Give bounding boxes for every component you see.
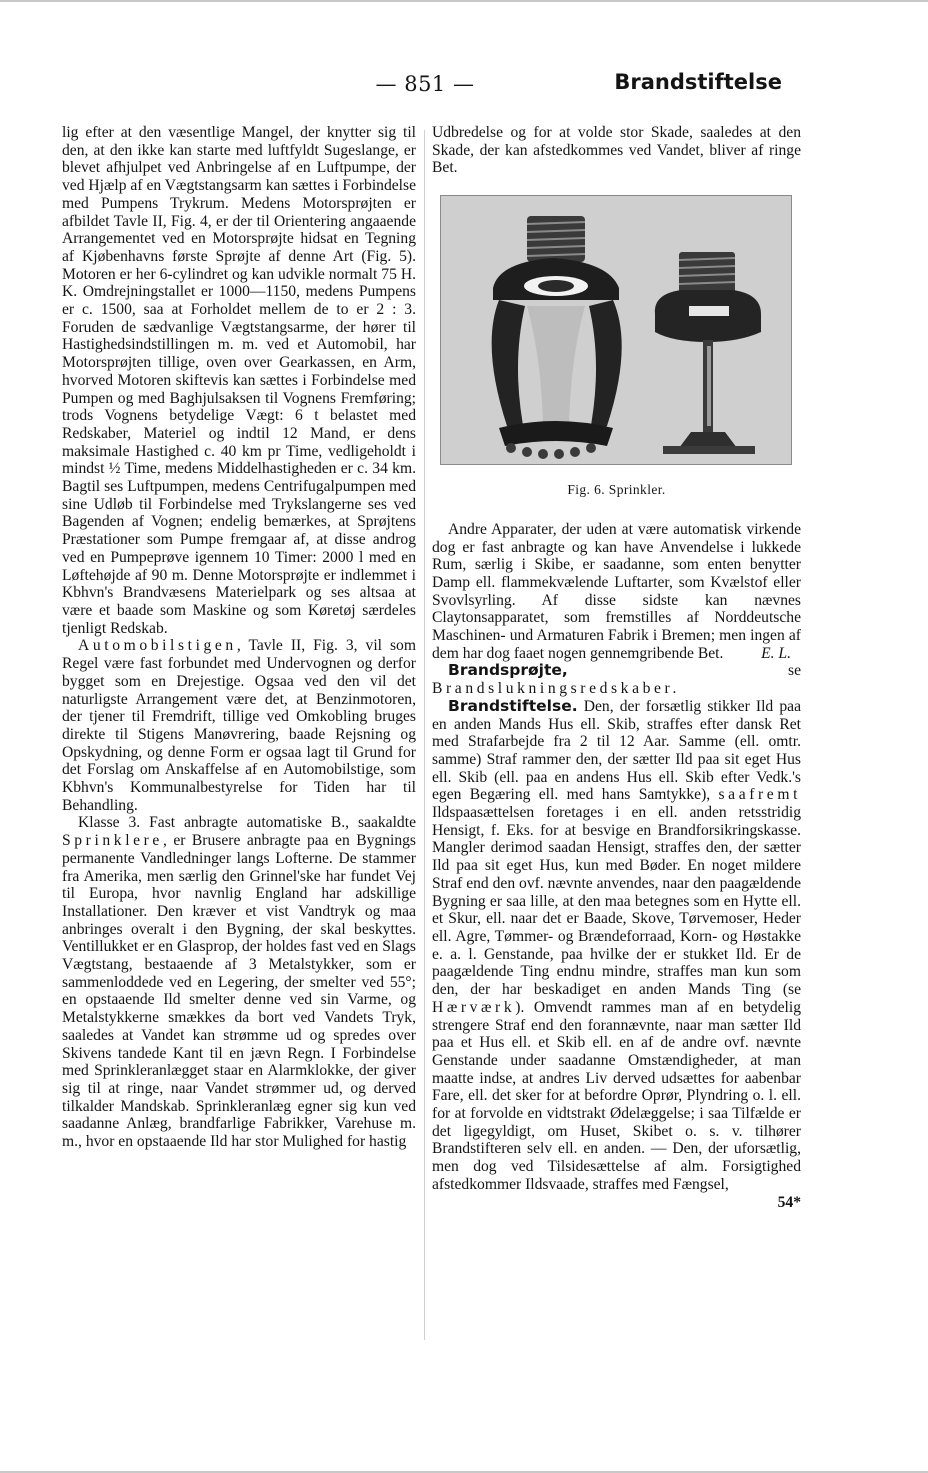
headword: Brandsprøjte,: [448, 661, 568, 680]
paragraph: Automobilstigen, Tavle II, Fig. 3, vil som Regel være fast forbundet med Undervognen og derfor bygget som en Drejestige. Ogsaa ved den vil det naturligste Arrangement være det, at Benzinmotoren, der tjener til Fremdrift, tillige ved Omkobling bruges direkte til Stigens Manøvrering, baade Rejsning og Opskydning, og denne Form er ogsaa lagt til Grund for det Forslag om Anskaffelse af en Automobilstige, som Kbhvn's Kommunalbestyrelse for Tiden har til Behandling.: [62, 637, 416, 814]
figure-caption: Fig. 6. Sprinkler.: [567, 482, 666, 498]
spaced-term: Sprinklere: [62, 832, 163, 850]
spaced-term: Automobilstigen: [78, 637, 237, 655]
cross-reference: Brandslukningsredskaber.: [432, 680, 680, 698]
sprinkler-illustration: [441, 196, 791, 464]
page-top-edge: [0, 0, 928, 2]
right-column: [432, 124, 801, 1211]
sprinkler-figure: [440, 195, 792, 465]
paragraph: Udbredelse og for at volde stor Skade, saaledes at den Skade, der kan afstedkommes ved Vandet, bliver af ringe Bet.: [432, 124, 801, 177]
running-head: Brandstiftelse: [614, 70, 782, 94]
paragraph: Klasse 3. Fast anbragte automatiske B., saakaldte Sprinklere, er Brusere anbragte paa en Bygnings permanente Vandledninger langs Lofterne. De stammer fra Amerika, men særlig den Grinnel'ske har fundet Vej til Europa, hvor navnlig England har adskillige Installationer. Den kræver et vist Vandtryk og maa anbringes overalt i den Bygning, der skal beskyttes. Ventillukket er en Glasprop, der holdes fast ved en Slags Vægtstang, bestaaende af 3 Metalstykker, som er sammenloddede ved en Legering, der smelter ved 55°; en opstaaende Ild smelter denne ved sin Varme, og Metalstykkerne smækkes da bort ved Vandets Tryk, saaledes at Vandet kan strømme ud og spredes over Skivens tandede Kant til en jævn Regn. I Forbindelse med Sprinkleranlægget staar en Alarmklokke, der giver sig til at ringe, naar Vandet strømmer ud, og derved tilkalder Mandskab. Sprinkleranlæg egner sig kun ved saadanne Anlæg, brandfarlige Fabrikker, Varehuse m. m., hvor en opstaaende Ild har stor Mulighed for hastig: [62, 814, 416, 1151]
entry-brandstiftelse: Brandstiftelse. Den, der forsætlig stikker Ild paa en anden Mands Hus ell. Skib, straffes efter dansk Ret med Strafarbejde fra 2 til 12 Aar. Samme (ell. omtr. samme) Straf rammer den, der sætter Ild paa sit eget Hus ell. Skib (ell. paa en andens Hus ell. Skib efter Vedk.'s egen Begæring ell. med hans Samtykke), saafremt Ildspaasættelsen foretages i en ell. anden retsstridig Hensigt, f. Eks. for at besvige en Brandforsikringskasse. Mangler derimod saadan Hensigt, straffes den, der sætter Ild paa sit eget Hus, kun med Bøder. En noget mildere Straf end den ovf. nævnte anvendes, naar den paagældende Bygning er saa lille, at den maa betegnes som en Hytte ell. et Skur, ell. naar det er Baade, Skove, Tørvemoser, Heder ell. Agre, Tømmer- og Brændeforraad, Korn- og Høstakke e. a. l. Genstande, paa hvilke der er stukket Ild. Er de paagældende Ting endnu mindre, straffes man kun som den, der har beskadiget en anden Mands Ting (se Hærværk). Omvendt rammes man af en betydelig strengere Straf end den forannævnte, naar man sætter Ild paa et Hus ell. et Skib ell. en af de andre ovf. nævnte Genstande under saadanne Omstændigheder, at man maatte indse, at andres Liv derved udsættes for aabenbar Fare, ell. det sker for at befordre Oprør, Plyndring o. l. ell. for at forvolde en vidtstrakt Ødelæggelse; i saa Tilfælde er det ligegyldigt, om Huset, Skibet o. s. v. tilhører Brandstifteren selv ell. en anden. — Den, der uforsætlig, men dog ved Tilsidesættelse af alm. Forsigtighed afstedkommer Ildsvaade, straffes med Fængsel,: [432, 696, 801, 1193]
paragraph: Andre Apparater, der uden at være automatisk virkende dog er fast anbragte og kan have Anvendelse i lukkede Rum, særlig i Skibe, er saadanne, som enten benytter Damp ell. flammekvælende Luftarter, som Kvælstof eller Svovlsyrling. Af disse sidste kan nævnes Claytonsapparatet, som fremstilles af Norddeutsche Maschinen- und Armaturen Fabrik i Bremen; men ingen af dem har dog faaet nogen gennemgribende Bet. E. L.: [432, 520, 801, 662]
spaced-term: saafremt: [718, 786, 801, 804]
headword: Brandstiftelse.: [448, 696, 578, 715]
left-column: [62, 124, 416, 1151]
author-initials: E. L.: [761, 644, 791, 662]
spaced-term: Hærværk: [432, 998, 516, 1016]
signature-mark: 54*: [777, 1193, 801, 1211]
entry-brandsproejte: Brandsprøjte, se Brandslukningsredskaber.: [432, 661, 801, 698]
paragraph: lig efter at den væsentlige Mangel, der knytter sig til den, at den ikke kan starte med luftfyldt Sugeslange, er blevet afhjulpet ved Anbringelse af en Luftpumpe, der ved Hjælp af en Vægtstangsarm kan sættes i Forbindelse med Pumpens Trykrum. Medens Motorsprøjten er afbildet Tavle II, Fig. 4, er der til Orientering angaaende Arrangementet ved en Motorsprøjte hidsat en Tegning af Kjøbenhavns første Sprøjte af denne Art (Fig. 5). Motoren er her 6-cylindret og kan udvikle normalt 75 H. K. Omdrejningstallet er 1000—1150, medens Pumpens er c. 1500, saa at Forholdet mellem de to er 2 : 3. Foruden de sædvanlige Vægtstangsarme, der hører til Hastighedsindstillingen m. m. ved et Automobil, har Motorsprøjten tillige, oven over Gearkassen, en Arm, hvorved Motoren skiftevis kan sættes i Forbindelse med Pumpen og med Baghjulsaksen til Vognens Fremføring; trods Vognens betydelige Vægt: 6 t belastet med Redskaber, Materiel og indtil 12 Mand, er dens maksimale Hastighed c. 40 km pr Time, vedligeholdt i mindst ½ Time, medens Middelhastigheden er c. 34 km. Bagtil ses Luftpumpen, medens Centrifugalpumpen med sine Udløb til Forbindelse med Trykslangerne ses ved Bagenden af Vognen; endelig bemærkes, at Sprøjtens Præstationer som Pumpe fremgaar af, at disse androg ved en Pumpeprøve igennem 10 Timer: 2000 l med en Løftehøjde af 90 m. Denne Motorsprøjte er indlemmet i Kbhvn's Brandvæsens Materielpark og ses altsaa at være et baade som Maskine og som Køretøj særdeles tjenligt Redskab.: [62, 124, 416, 637]
page-number: — 851 —: [375, 72, 475, 96]
column-divider: [424, 130, 425, 1340]
